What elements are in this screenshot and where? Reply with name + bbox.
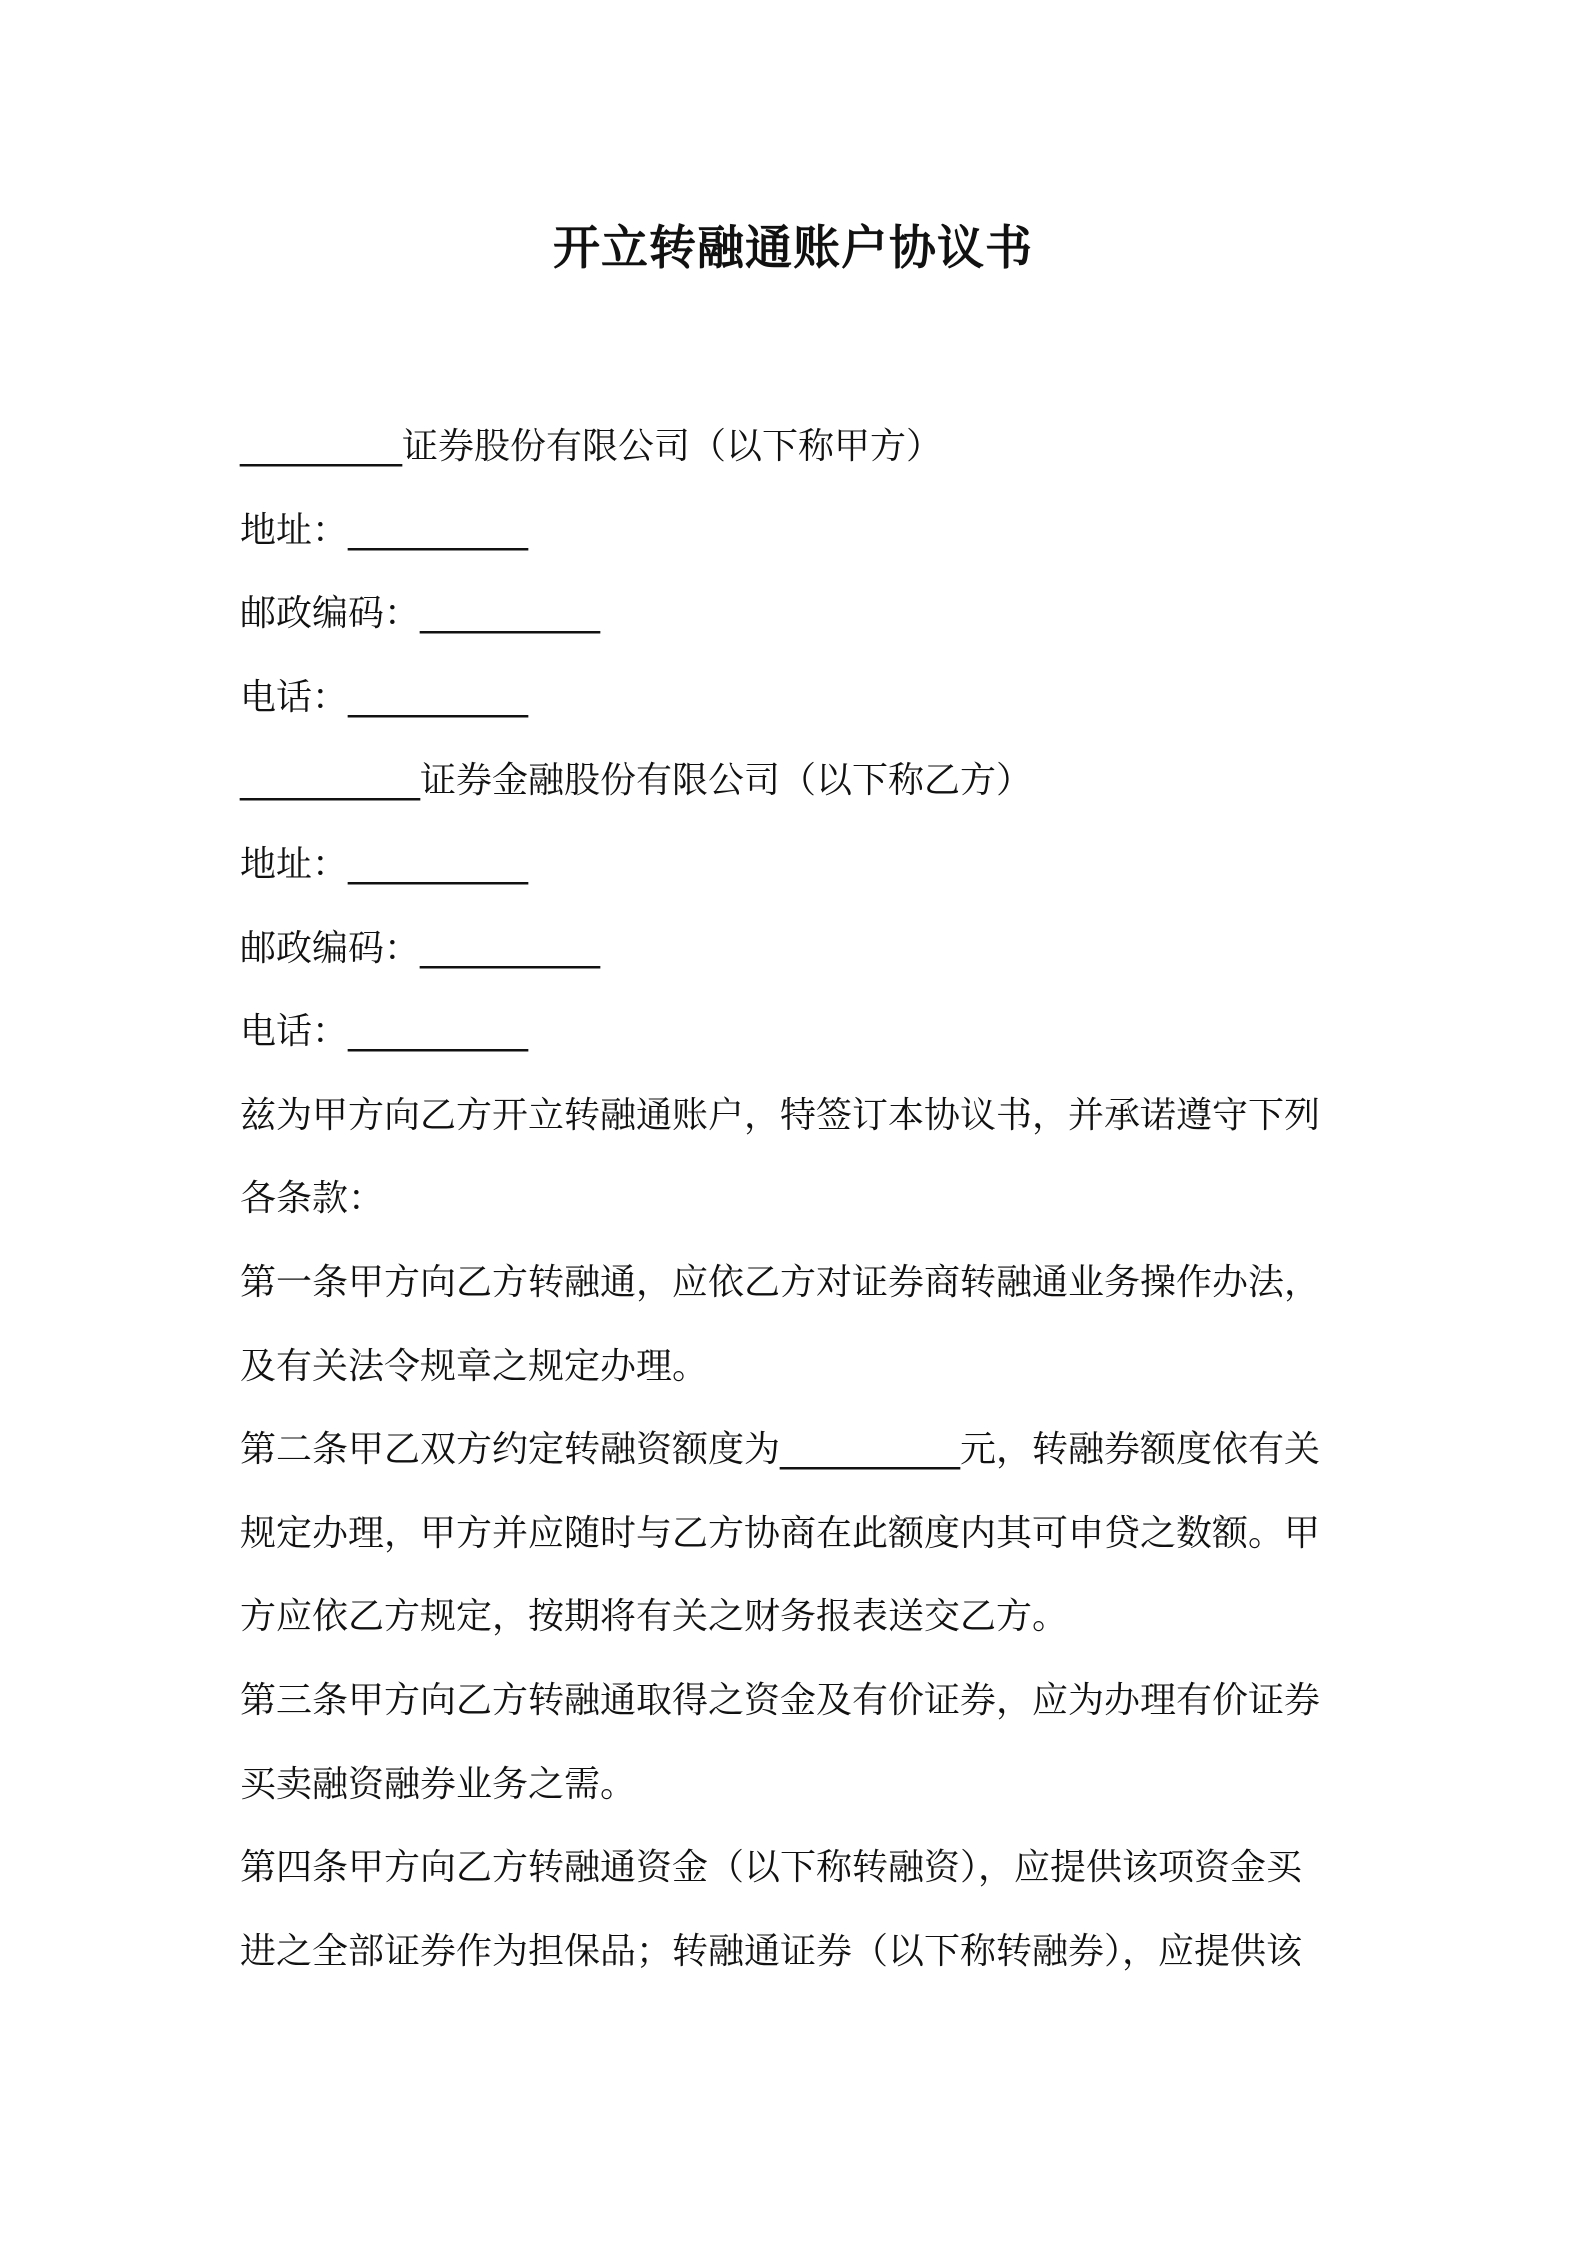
article-4-line: 进之全部证券作为担保品；转融通证券（以下称转融券），应提供该	[240, 1930, 1303, 1972]
party-a-name-line: _________证券股份有限公司（以下称甲方）	[240, 426, 943, 467]
article-2-line: 方应依乙方规定，按期将有关之财务报表送交乙方。	[240, 1596, 1069, 1638]
document-body	[240, 405, 1358, 1993]
article-3-line: 买卖融资融券业务之需。	[240, 1763, 637, 1805]
preamble-line: 各条款：	[240, 1178, 385, 1220]
party-a-address-line: 地址：__________	[240, 509, 529, 551]
party-b-postcode-line: 邮政编码：__________	[240, 927, 601, 969]
article-1-line: 及有关法令规章之规定办理。	[240, 1345, 709, 1387]
document-title: 开立转融通账户协议书	[553, 221, 1033, 276]
party-a-phone-line: 电话：__________	[240, 676, 529, 718]
party-b-phone-line: 电话：__________	[240, 1011, 529, 1053]
article-2-line: 第二条甲乙双方约定转融资额度为__________元，转融券额度依有关	[240, 1429, 1321, 1471]
article-3-line: 第三条甲方向乙方转融通取得之资金及有价证券，应为办理有价证券	[240, 1679, 1321, 1721]
article-4-line: 第四条甲方向乙方转融通资金（以下称转融资），应提供该项资金买	[240, 1847, 1303, 1889]
article-1-line: 第一条甲方向乙方转融通，应依乙方对证券商转融通业务操作办法，	[240, 1261, 1321, 1303]
party-a-postcode-line: 邮政编码：__________	[240, 593, 601, 635]
party-b-address-line: 地址：__________	[240, 843, 529, 885]
party-b-name-line: __________证券金融股份有限公司（以下称乙方）	[240, 760, 1033, 802]
preamble-line: 兹为甲方向乙方开立转融通账户，特签订本协议书，并承诺遵守下列	[240, 1094, 1321, 1136]
article-2-line: 规定办理，甲方并应随时与乙方协商在此额度内其可申贷之数额。甲	[240, 1512, 1321, 1554]
